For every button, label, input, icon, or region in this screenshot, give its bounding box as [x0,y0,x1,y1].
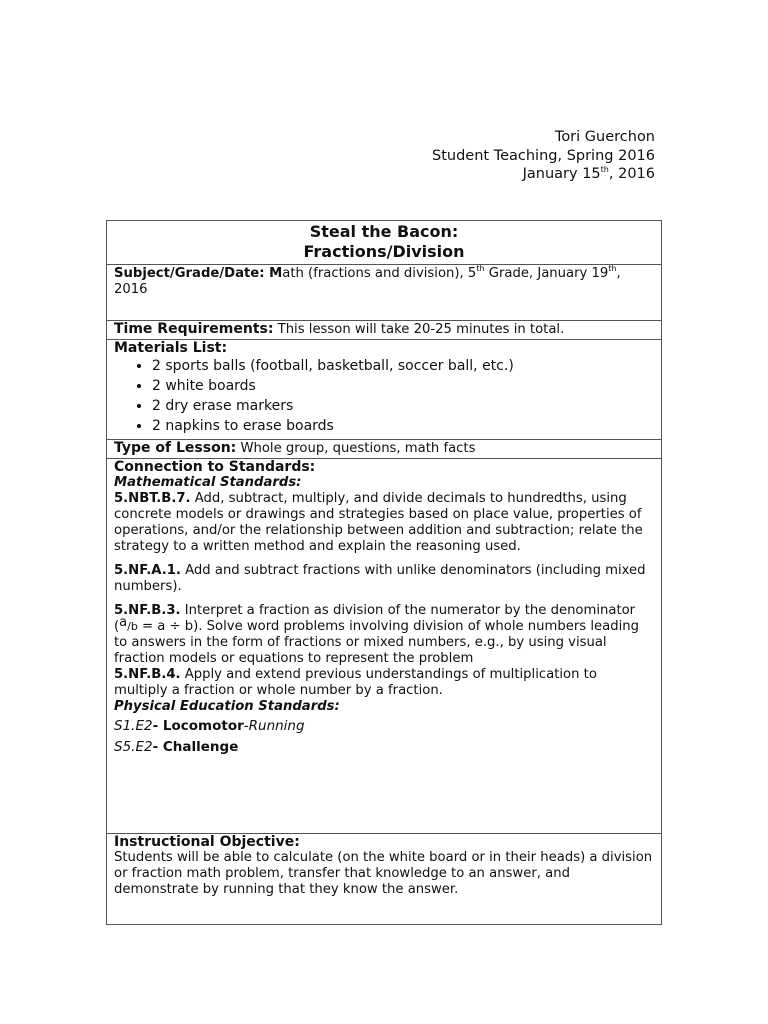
materials-row [107,340,662,440]
pe-standard-s5e2: S5.E2- Challenge [114,739,239,755]
pe-standard-s1e2: S1.E2- Locomotor-Running [114,718,305,734]
objective-label: Instructional Objective: [114,834,300,850]
subject-label: Subject/Grade/Date: [114,266,265,281]
lesson-title: Steal the Bacon: Fractions/Division [107,221,662,265]
standard-5nfa1: 5.NF.A.1. Add and subtract fractions with unlike denominators (including mixed numbers). [114,563,646,594]
lesson-plan-table [106,220,662,925]
subject-grade-date-row: Subject/Grade/Date: Math (fractions and division), 5th Grade, January 19th, 2016 [107,265,662,321]
materials-label: Materials List: [114,340,228,356]
standards-label: Connection to Standards: [114,459,316,475]
list-item: • 2 napkins to erase boards [152,416,654,436]
lesson-type-label: Type of Lesson: [114,440,237,456]
objective-text: Students will be able to calculate (on the white board or in their heads) a division or fraction math problem, transfer that knowledge to an answer, and demonstrate by running that they know the answer. [114,850,653,897]
standard-5nfb3: 5.NF.B.3. Interpret a fraction as division of the numerator by the denominator (a/b = a ÷ b). Solve word problems involving division of whole numbers leading to answers in the form of fractions or mixed numbers, e.g., by using visual fraction models or equations to represent the problem [114,603,639,666]
math-standards-heading: Mathematical Standards: [114,475,302,490]
list-item: • 2 dry erase markers [152,396,654,416]
fraction-a-over-b: a/b [119,615,138,633]
objective-row [107,834,662,925]
standard-5nfb4: 5.NF.B.4. Apply and extend previous understandings of multiplication to multiply a fraction or whole number by a fraction. [114,667,597,698]
document-date: January 15th, 2016 [522,165,655,182]
pe-standards-heading: Physical Education Standards: [114,699,340,714]
list-item: • 2 sports balls (football, basketball, soccer ball, etc.) [152,356,654,376]
lesson-type-row: Type of Lesson: Whole group, questions, math facts [107,440,662,459]
author-name: Tori Guerchon [554,129,655,145]
standard-5nbtb7: 5.NBT.B.7. Add, subtract, multiply, and divide decimals to hundredths, using concrete models or drawings and strategies based on place value, properties of operations, and/or the relationship between addition and subtraction; relate the strategy to a written method and explain the reasoning used. [114,491,643,554]
document-header [432,128,655,184]
list-item: • 2 white boards [152,376,654,396]
course-line: Student Teaching, Spring 2016 [432,147,655,164]
time-requirements-row: Time Requirements: This lesson will take 20-25 minutes in total. [107,321,662,340]
standards-row [107,459,662,834]
materials-list [114,356,654,436]
time-label: Time Requirements: [114,321,274,337]
